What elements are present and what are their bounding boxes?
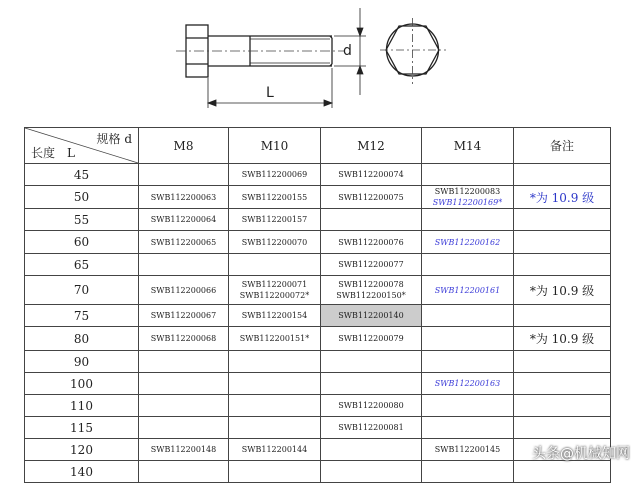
length-cell: 110 <box>25 395 139 417</box>
length-cell: 120 <box>25 439 139 461</box>
part-code-cell-m12 <box>321 186 422 209</box>
part-code-cell-m12 <box>321 231 422 254</box>
part-code-cell-m14 <box>422 327 514 351</box>
part-code-cell-m14 <box>422 254 514 276</box>
part-code-cell-m14 <box>422 439 514 461</box>
table-row <box>25 231 611 254</box>
spec-d-label: 规格 d <box>96 132 132 146</box>
column-header-m10: M10 <box>229 128 321 164</box>
table-row <box>25 305 611 327</box>
part-code: SWB112200144 <box>241 445 308 454</box>
part-code-cell-m12 <box>321 305 422 327</box>
note-cell <box>514 164 611 186</box>
part-code: SWB112200081 <box>338 423 404 432</box>
part-code: SWB112200072* <box>239 291 310 300</box>
part-code: SWB112200157 <box>241 215 308 224</box>
part-code: SWB112200065 <box>150 237 217 247</box>
part-code-cell-m12 <box>321 461 422 483</box>
length-cell: 60 <box>25 231 139 254</box>
part-code: SWB112200076 <box>338 237 404 247</box>
note-cell <box>514 254 611 276</box>
part-code: SWB112200145 <box>434 445 501 454</box>
length-cell: 45 <box>25 164 139 186</box>
part-code-cell-m8 <box>139 417 229 439</box>
part-code: SWB112200155 <box>241 192 308 202</box>
part-code-cell-m8 <box>139 395 229 417</box>
table-row <box>25 327 611 351</box>
part-code: SWB112200078 <box>338 280 404 289</box>
length-label: L <box>266 85 274 101</box>
part-code-cell-m14 <box>422 461 514 483</box>
length-cell: 55 <box>25 209 139 231</box>
table-row <box>25 461 611 483</box>
part-code-cell-m14 <box>422 231 514 254</box>
part-code-cell-m12 <box>321 373 422 395</box>
column-header-m8: M8 <box>139 128 229 164</box>
table-row <box>25 417 611 439</box>
diameter-label: d <box>343 43 352 59</box>
column-header-m12: M12 <box>321 128 422 164</box>
part-code-cell-m10 <box>229 373 321 395</box>
length-cell: 140 <box>25 461 139 483</box>
part-code-cell-m12 <box>321 254 422 276</box>
note-cell: *为 10.9 级 <box>514 186 611 209</box>
part-code-cell-m12 <box>321 164 422 186</box>
length-l-label: 长度 L <box>31 146 75 160</box>
part-code-cell-m10 <box>229 305 321 327</box>
length-cell: 90 <box>25 351 139 373</box>
part-code-cell-m10 <box>229 254 321 276</box>
length-cell: 115 <box>25 417 139 439</box>
length-cell: 65 <box>25 254 139 276</box>
table-header-row <box>25 128 611 164</box>
part-code: SWB112200162 <box>434 237 501 247</box>
part-code-cell-m14 <box>422 209 514 231</box>
part-code: SWB112200163 <box>434 379 501 388</box>
part-code: SWB112200066 <box>150 285 217 295</box>
part-code: SWB112200169* <box>432 198 503 207</box>
part-code: SWB112200150* <box>336 291 406 300</box>
bolt-drawing <box>0 0 640 124</box>
part-code-cell-m8 <box>139 327 229 351</box>
part-code-cell-m8 <box>139 305 229 327</box>
note-cell <box>514 305 611 327</box>
part-code-cell-m10 <box>229 186 321 209</box>
note-cell <box>514 373 611 395</box>
table-row <box>25 395 611 417</box>
part-code: SWB112200067 <box>150 311 217 320</box>
length-cell: 80 <box>25 327 139 351</box>
part-code: SWB112200069 <box>241 170 308 179</box>
spec-table <box>24 127 611 483</box>
part-code-cell-m8 <box>139 373 229 395</box>
part-code-cell-m8 <box>139 351 229 373</box>
table-row <box>25 373 611 395</box>
part-code-cell-m10 <box>229 395 321 417</box>
part-code-cell-m8 <box>139 231 229 254</box>
note-cell <box>514 351 611 373</box>
part-code-cell-m10 <box>229 461 321 483</box>
length-cell: 100 <box>25 373 139 395</box>
part-code-cell-m14 <box>422 305 514 327</box>
note-cell: *为 10.9 级 <box>514 276 611 305</box>
part-code: SWB112200148 <box>150 445 217 454</box>
part-code: SWB112200154 <box>241 311 308 320</box>
length-cell: 75 <box>25 305 139 327</box>
part-code-cell-m10 <box>229 231 321 254</box>
part-code: SWB112200064 <box>150 215 217 224</box>
note-cell <box>514 395 611 417</box>
part-code-cell-m12 <box>321 351 422 373</box>
part-code: SWB112200161 <box>434 285 501 295</box>
note-cell <box>514 209 611 231</box>
part-code: SWB112200077 <box>338 260 404 269</box>
part-code-cell-m14 <box>422 395 514 417</box>
part-code-cell-m8 <box>139 461 229 483</box>
part-code: SWB112200071 <box>241 280 308 289</box>
part-code-cell-m10 <box>229 351 321 373</box>
table-row <box>25 186 611 209</box>
part-code-cell-m8 <box>139 254 229 276</box>
part-code-cell-m10 <box>229 417 321 439</box>
note-cell <box>514 461 611 483</box>
table-row <box>25 439 611 461</box>
part-code-cell-m10 <box>229 439 321 461</box>
length-cell: 70 <box>25 276 139 305</box>
table-row <box>25 351 611 373</box>
part-code-cell-m10 <box>229 276 321 305</box>
part-code-cell-m14 <box>422 276 514 305</box>
part-code-cell-m12 <box>321 439 422 461</box>
part-code-cell-m14 <box>422 351 514 373</box>
part-code-cell-m14 <box>422 373 514 395</box>
note-cell <box>514 231 611 254</box>
part-code-cell-m14 <box>422 417 514 439</box>
part-code: SWB112200083 <box>434 187 501 196</box>
part-code-cell-m14 <box>422 164 514 186</box>
part-code-cell-m8 <box>139 164 229 186</box>
part-code-cell-m8 <box>139 209 229 231</box>
part-code: SWB112200075 <box>338 192 404 202</box>
length-cell: 50 <box>25 186 139 209</box>
part-code-cell-m10 <box>229 164 321 186</box>
part-code-cell-m10 <box>229 327 321 351</box>
table-row <box>25 164 611 186</box>
part-code: SWB112200079 <box>338 334 404 343</box>
part-code: SWB112200080 <box>338 401 404 410</box>
part-code: SWB112200074 <box>338 170 404 179</box>
part-code-cell-m12 <box>321 395 422 417</box>
part-code-cell-m8 <box>139 439 229 461</box>
part-code-cell-m12 <box>321 327 422 351</box>
table-row <box>25 276 611 305</box>
corner-header <box>25 128 139 164</box>
column-header-notes: 备注 <box>514 128 611 164</box>
part-code-cell-m12 <box>321 417 422 439</box>
part-code: SWB112200070 <box>241 237 308 247</box>
part-code-cell-m8 <box>139 276 229 305</box>
part-code-cell-m10 <box>229 209 321 231</box>
watermark: 头条@机械知网 <box>532 446 630 462</box>
table-row <box>25 254 611 276</box>
table-row <box>25 209 611 231</box>
part-code-cell-m8 <box>139 186 229 209</box>
part-code-cell-m12 <box>321 209 422 231</box>
part-code-cell-m14 <box>422 186 514 209</box>
part-code: SWB112200140 <box>338 311 404 320</box>
part-code: SWB112200068 <box>150 334 217 343</box>
column-header-m14: M14 <box>422 128 514 164</box>
note-cell: *为 10.9 级 <box>514 327 611 351</box>
part-code-cell-m12 <box>321 276 422 305</box>
part-code: SWB112200063 <box>150 192 217 202</box>
part-code: SWB112200151* <box>239 334 310 343</box>
note-cell <box>514 417 611 439</box>
